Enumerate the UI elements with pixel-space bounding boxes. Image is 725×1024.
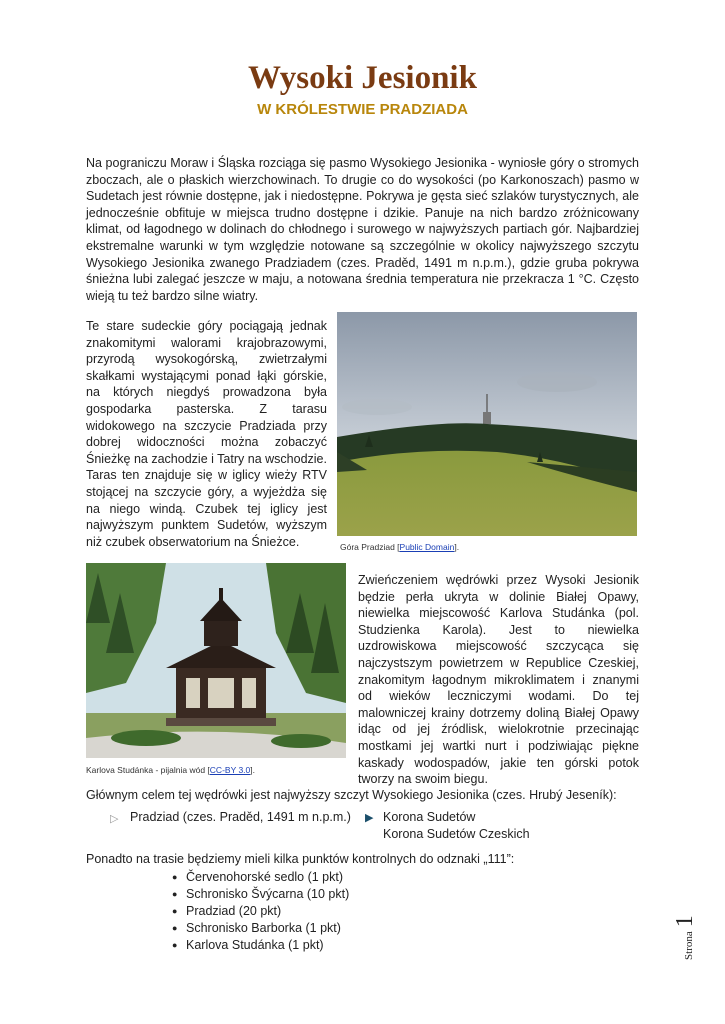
cc-by-link[interactable]: CC-BY 3.0 bbox=[209, 765, 251, 775]
list-item: ● Pradziad (20 pkt) bbox=[172, 903, 282, 918]
third-paragraph: Zwieńczeniem wędrówki przez Wysoki Jesionik będzie perła ukryta w dolinie Białej Opawy, niewielka miejscowość Karlova Studánka (pol. Studzienka Karola). Jest to niewielka uzdrowiskowa miejscowość szczycąca się najczystszym powietrzem w Republice Czeskiej, znakomitym łagodnym mikroklimatem i znanymi od wieków leczniczymi wodami. Do tej malowniczej krainy dotrzemy doliną Białej Opawy idąc od jej źródlisk, wielokrotnie przecinając mostkami jej wartki nurt i podziwiając piękne kaskady wodospadów, jakie ten górski potok tworzy na swoim biegu. bbox=[358, 573, 639, 787]
page-subtitle: W KRÓLESTWIE PRADZIADA bbox=[257, 101, 468, 118]
public-domain-link[interactable]: Public Domain bbox=[399, 542, 455, 552]
page-title: Wysoki Jesionik bbox=[248, 60, 477, 96]
badge-item: Korona Sudetów Czeskich bbox=[383, 827, 530, 841]
goals-intro: Głównym celem tej wędrówki jest najwyższy szczyt Wysokiego Jesionika (czes. Hrubý Jeseník): bbox=[86, 788, 617, 802]
checkpoints-intro: Ponadto na trasie będziemy mieli kilka punktów kontrolnych do odznaki „111”: bbox=[86, 852, 515, 866]
karlova-studanka-photo bbox=[86, 563, 346, 758]
second-paragraph: Te stare sudeckie góry pociągają jednak znakomitymi walorami krajobrazowymi, przyrodą wysokogórską, zwietrzałymi skałkami wystającymi ponad łąki górskie, na których niegdyś prowadzona była gospodarka pasterska. Z tarasu widokowego na szczycie Pradziada przy dobrej widoczności można zobaczyć Śnieżkę na zachodzie i Tatry na wschodzie. Taras ten znajduje się w iglicy wieży RTV stojącej na szczycie góry, a wyjeżdża się na niego windą. Czubek tej iglicy jest najwyższym punktem Sudetów, wyższym niż czubek obserwatorium na Śnieżce. bbox=[86, 319, 327, 549]
page-number-footer: Strona1 bbox=[672, 915, 698, 960]
goal-peak: Pradziad (czes. Praděd, 1491 m n.p.m.) bbox=[130, 810, 351, 824]
bullet-dot-icon: ● bbox=[172, 871, 178, 882]
bullet-dot-icon: ● bbox=[172, 940, 178, 951]
checkpoints-list bbox=[172, 868, 349, 954]
arrow-right-outline-icon: ▷ bbox=[110, 813, 119, 825]
bullet-dot-icon: ● bbox=[172, 923, 178, 934]
list-item: ● Karlova Studánka (1 pkt) bbox=[172, 938, 324, 953]
list-item: ● Schronisko Barborka (1 pkt) bbox=[172, 921, 341, 936]
bullet-dot-icon: ● bbox=[172, 905, 178, 916]
bullet-dot-icon: ● bbox=[172, 888, 178, 899]
photo1-caption: Góra Pradziad [Public Domain]. bbox=[340, 542, 460, 552]
list-item: ● Schronisko Švýcarna (10 pkt) bbox=[172, 886, 350, 901]
photo2-caption: Karlova Studánka - pijalnia wód [CC-BY 3.0]. bbox=[86, 765, 256, 775]
badge-item: Korona Sudetów bbox=[383, 810, 476, 824]
arrow-right-solid-icon: ▶ bbox=[365, 812, 374, 824]
intro-paragraph: Na pograniczu Moraw i Śląska rozciąga się pasmo Wysokiego Jesionika - wyniosłe góry o stromych zboczach, ale o płaskich wierzchowinach. To drugie co do wysokości (po Karkonoszach) pasmo w Sudetach jest równie dostępne, jak i niedostępne. Pokrywa je gęsta sieć szlaków turystycznych, ale jednocześnie obfituje w miejsca trudno dostępne i dzikie. Panuje na nich bardzo zróżnicowany klimat, od łagodnego w dolinach do chłodnego i surowego w najwyższych partiach gór. Najbardziej ekstremalne warunki w tym względzie notowane są szczególnie w okolicy najwyższego szczytu Wysokiego Jesionika zwanego Pradziadem (czes. Praděd, 1491 m n.p.m.), gdzie gruba pokrywa śnieżna lubi zalegać jeszcze w maju, a notowana średnia temperatura nie przekracza 1 °C. Często wieją tu też bardzo silne wiatry. bbox=[86, 156, 639, 303]
list-item: ● Červenohorské sedlo (1 pkt) bbox=[172, 869, 344, 884]
pradziad-photo bbox=[337, 312, 637, 536]
